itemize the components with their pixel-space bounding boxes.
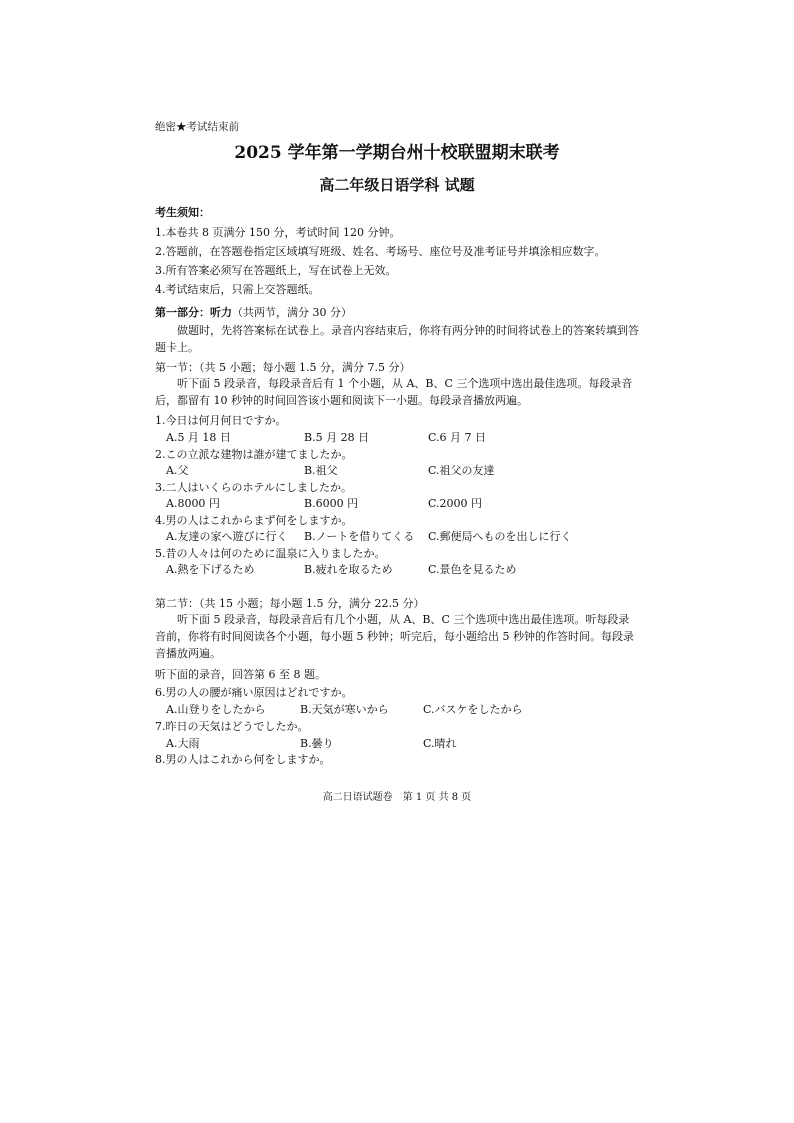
- option-a: A.熱を下げるため: [166, 563, 255, 576]
- exam-title: 2025 学年第一学期台州十校联盟期末联考: [234, 143, 560, 163]
- question-3: 3.二人はいくらのホテルにしましたか。: [155, 481, 352, 494]
- option-c: C.晴れ: [423, 737, 457, 750]
- question-5: 5.昔の人々は何のために温泉に入りましたか。: [155, 547, 386, 560]
- question-7: 7.昨日の天気はどうでしたか。: [155, 720, 309, 733]
- option-c: C.郵便局へものを出しに行く: [428, 530, 572, 543]
- notice-item: 1.本卷共 8 页满分 150 分，考试时间 120 分钟。: [155, 226, 401, 239]
- notice-heading: 考生须知：: [155, 206, 210, 219]
- notice-item: 4.考试结束后，只需上交答题纸。: [155, 283, 320, 296]
- option-b: B.6000 円: [304, 497, 359, 510]
- section2-intro: 听下面 5 段录音，每段录音后有几个小题，从 A、B、C 三个选项中选出最佳选项。听每段录音前，你将有时间阅读各个小题，每小题 5 秒钟；听完后，每小题给出 5 秒钟的作答时间。每段录音播放两遍。: [155, 613, 634, 660]
- question-4: 4.男の人はこれからまず何をしますか。: [155, 514, 353, 527]
- confidential-mark: 绝密★考试结束前: [155, 121, 239, 133]
- question-6: 6.男の人の腰が痛い原因はどれですか。: [155, 686, 353, 699]
- page-footer: 高二日语试题卷 第 1 页 共 8 页: [322, 792, 472, 803]
- option-b: B.天気が寒いから: [300, 703, 389, 716]
- section1-intro: 听下面 5 段录音，每段录音后有 1 个小题，从 A、B、C 三个选项中选出最佳选项。每段录音后，都留有 10 秒钟的时间回答该小题和阅读下一小题。每段录音播放两遍。: [155, 377, 633, 407]
- part1-note: （共两节，满分 30 分）: [232, 306, 352, 319]
- option-b: B.疲れを取るため: [304, 563, 393, 576]
- option-b: B.ノートを借りてくる: [304, 530, 415, 543]
- part1-heading: [155, 306, 352, 320]
- option-c: C.2000 円: [428, 497, 483, 510]
- option-a: A.父: [166, 464, 189, 477]
- question-8: 8.男の人はこれから何をしますか。: [155, 753, 331, 766]
- option-b: B.祖父: [304, 464, 338, 477]
- option-c: C.祖父の友達: [428, 464, 495, 477]
- notice-item: 2.答题前，在答题卷指定区域填写班级、姓名、考场号、座位号及准考证号并填涂相应数字。: [155, 245, 606, 258]
- option-c: C.6 月 7 日: [428, 431, 487, 444]
- question-2: 2.この立派な建物は誰が建てましたか。: [155, 448, 353, 461]
- part1-intro: 做题时，先将答案标在试卷上。录音内容结束后，你将有两分钟的时间将试卷上的答案转填到答题卡上。: [155, 324, 639, 354]
- notice-item: 3.所有答案必须写在答题纸上，写在试卷上无效。: [155, 264, 397, 277]
- part1-title: 第一部分：听力: [155, 306, 232, 319]
- option-c: C.バスケをしたから: [423, 703, 523, 716]
- option-a: A.山登りをしたから: [166, 703, 266, 716]
- question-1: 1.今日は何月何日ですか。: [155, 414, 287, 427]
- option-b: B.曇り: [300, 737, 334, 750]
- section2-heading: 第二节：（共 15 小题；每小题 1.5 分，满分 22.5 分）: [155, 597, 425, 610]
- section2-lead: 听下面的录音，回答第 6 至 8 题。: [155, 668, 326, 681]
- option-b: B.5 月 28 日: [304, 431, 370, 444]
- option-a: A.大雨: [166, 737, 200, 750]
- option-c: C.景色を見るため: [428, 563, 517, 576]
- option-a: A.8000 円: [166, 497, 220, 510]
- section1-heading: 第一节：（共 5 小题；每小题 1.5 分，满分 7.5 分）: [155, 361, 411, 374]
- option-a: A.友達の家へ遊びに行く: [166, 530, 288, 543]
- option-a: A.5 月 18 日: [166, 431, 231, 444]
- exam-subtitle: 高二年级日语学科 试题: [319, 176, 475, 194]
